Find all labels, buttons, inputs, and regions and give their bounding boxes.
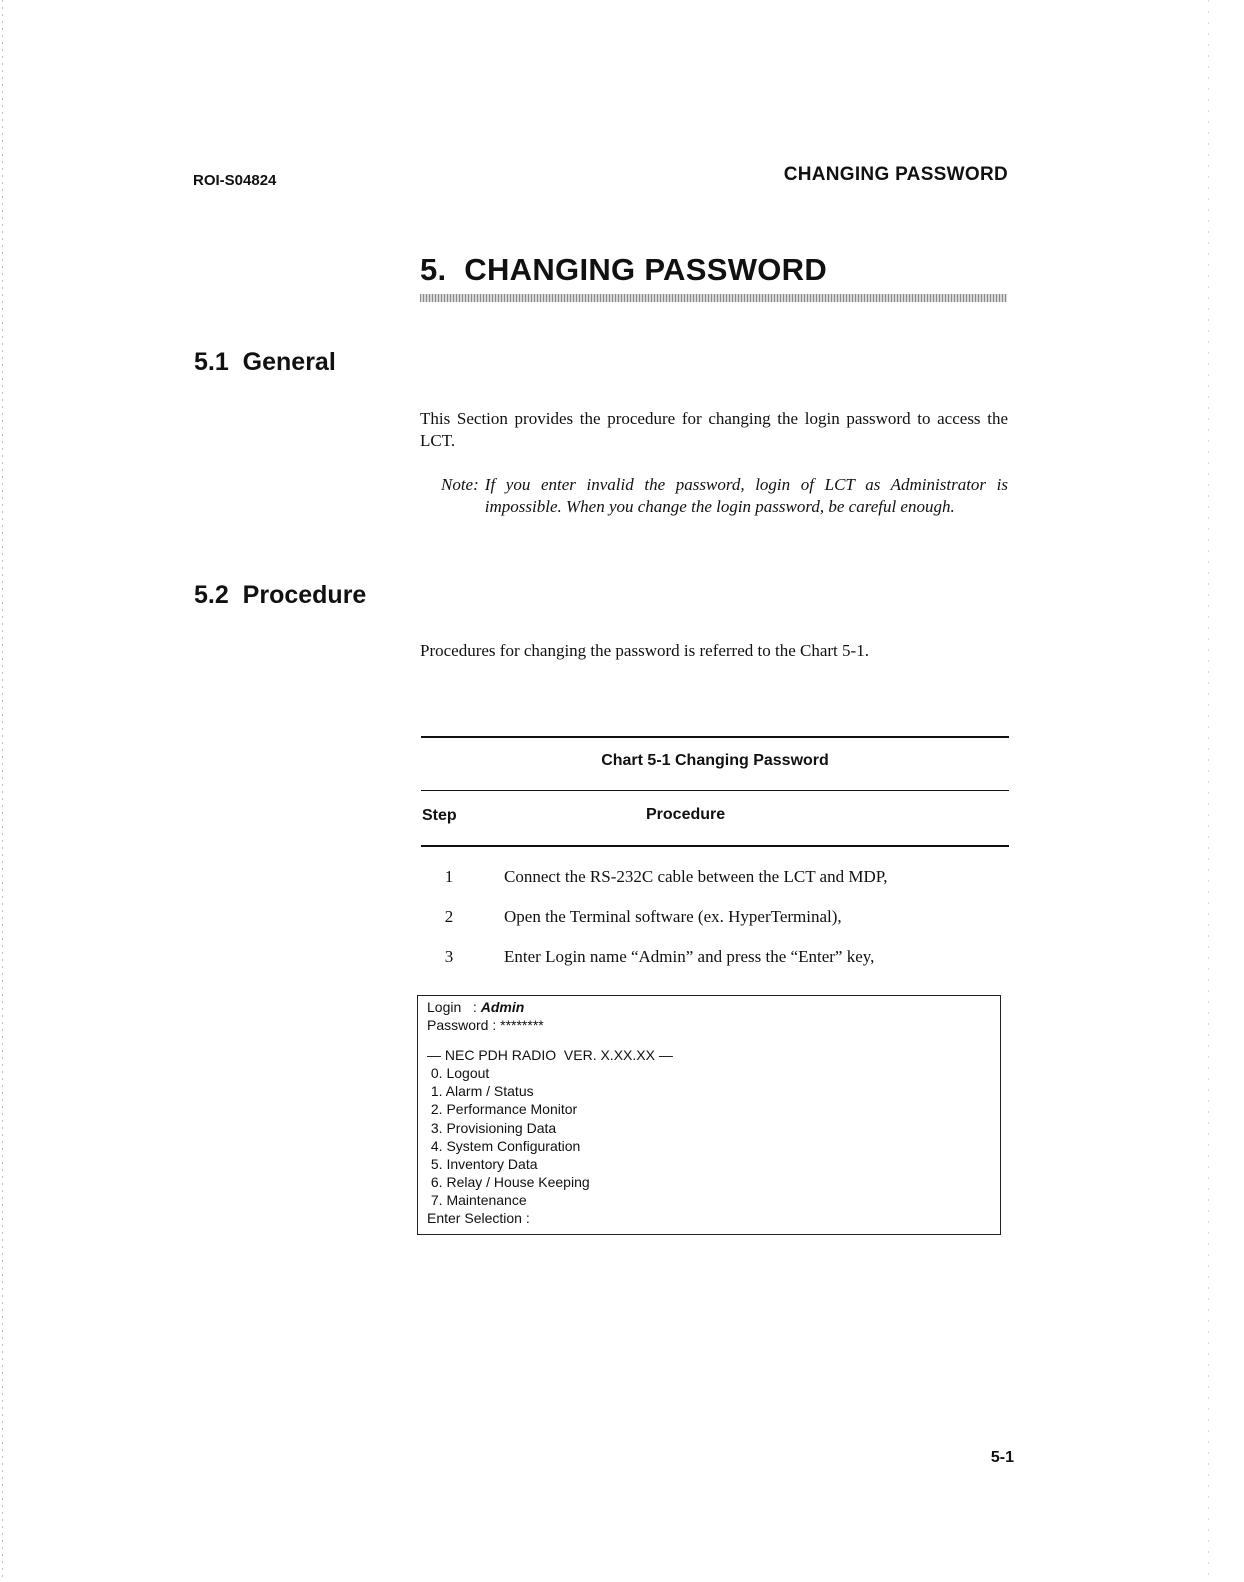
chart-caption: Chart 5-1 Changing Password: [601, 752, 829, 769]
terminal-menu-item: 1. Alarm / Status: [427, 1083, 534, 1100]
section-title: Procedure: [242, 581, 367, 609]
column-header-procedure: Procedure: [646, 806, 726, 823]
terminal-prompt: Enter Selection :: [427, 1210, 530, 1227]
terminal-banner: — NEC PDH RADIO VER. X.XX.XX —: [427, 1047, 673, 1064]
chapter-title: [420, 252, 827, 288]
step-text: Open the Terminal software (ex. HyperTerminal),: [504, 907, 842, 926]
section-heading-procedure: [194, 581, 366, 610]
section-number: 5.1: [194, 348, 229, 376]
terminal-menu-item: 4. System Configuration: [427, 1137, 581, 1154]
table-top-rule: [421, 736, 1009, 738]
table-row: [421, 907, 1009, 931]
section-number: 5.2: [194, 581, 229, 609]
terminal-menu-item: 3. Provisioning Data: [427, 1119, 557, 1136]
terminal-menu-item: 5. Inventory Data: [427, 1155, 538, 1172]
note-block: [441, 474, 1008, 518]
terminal-login-label: Login :: [427, 999, 481, 1015]
general-paragraph: This Section provides the procedure for changing the login password to access the LCT.: [420, 409, 1008, 450]
terminal-menu-item: 6. Relay / House Keeping: [427, 1173, 590, 1190]
step-text: Connect the RS-232C cable between the LCT and MDP,: [504, 867, 888, 886]
document-id: ROI-S04824: [193, 172, 277, 189]
section-title: General: [242, 348, 336, 376]
scan-edge-left: [2, 0, 3, 1582]
table-row: [421, 947, 1009, 971]
terminal-menu-item: 7. Maintenance: [427, 1191, 527, 1208]
chapter-number: 5.: [420, 252, 447, 287]
chapter-title-rule: [420, 294, 1007, 302]
terminal-login-value: Admin: [480, 999, 525, 1015]
step-number: 1: [444, 867, 454, 886]
table-row: [421, 867, 1009, 891]
section-heading-general: [194, 348, 336, 377]
terminal-login-line: [427, 998, 1000, 1016]
column-header-step: Step: [422, 807, 457, 824]
note-label: Note:: [441, 475, 479, 494]
procedure-paragraph: Procedures for changing the password is referred to the Chart 5-1.: [420, 641, 869, 660]
terminal-menu-item: 2. Performance Monitor: [427, 1101, 578, 1118]
scan-edge-right: [1208, 0, 1209, 1582]
table-header-rule: [421, 790, 1009, 791]
page-number: 5-1: [990, 1449, 1014, 1466]
terminal-blank-line: [427, 1034, 1000, 1046]
step-text: Enter Login name “Admin” and press the “Enter” key,: [504, 947, 875, 966]
step-number: 3: [444, 947, 454, 966]
note-text: If you enter invalid the password, login of LCT as Administrator is impossible. When you change the login password, be careful enough.: [484, 475, 1008, 516]
terminal-screen: [417, 995, 1001, 1235]
table-body-rule: [421, 845, 1009, 847]
running-header: CHANGING PASSWORD: [783, 164, 1008, 185]
chapter-title-text: CHANGING PASSWORD: [464, 252, 828, 287]
terminal-password-line: Password : ********: [427, 1017, 544, 1034]
terminal-menu-item: 0. Logout: [427, 1065, 490, 1082]
step-number: 2: [444, 907, 454, 926]
